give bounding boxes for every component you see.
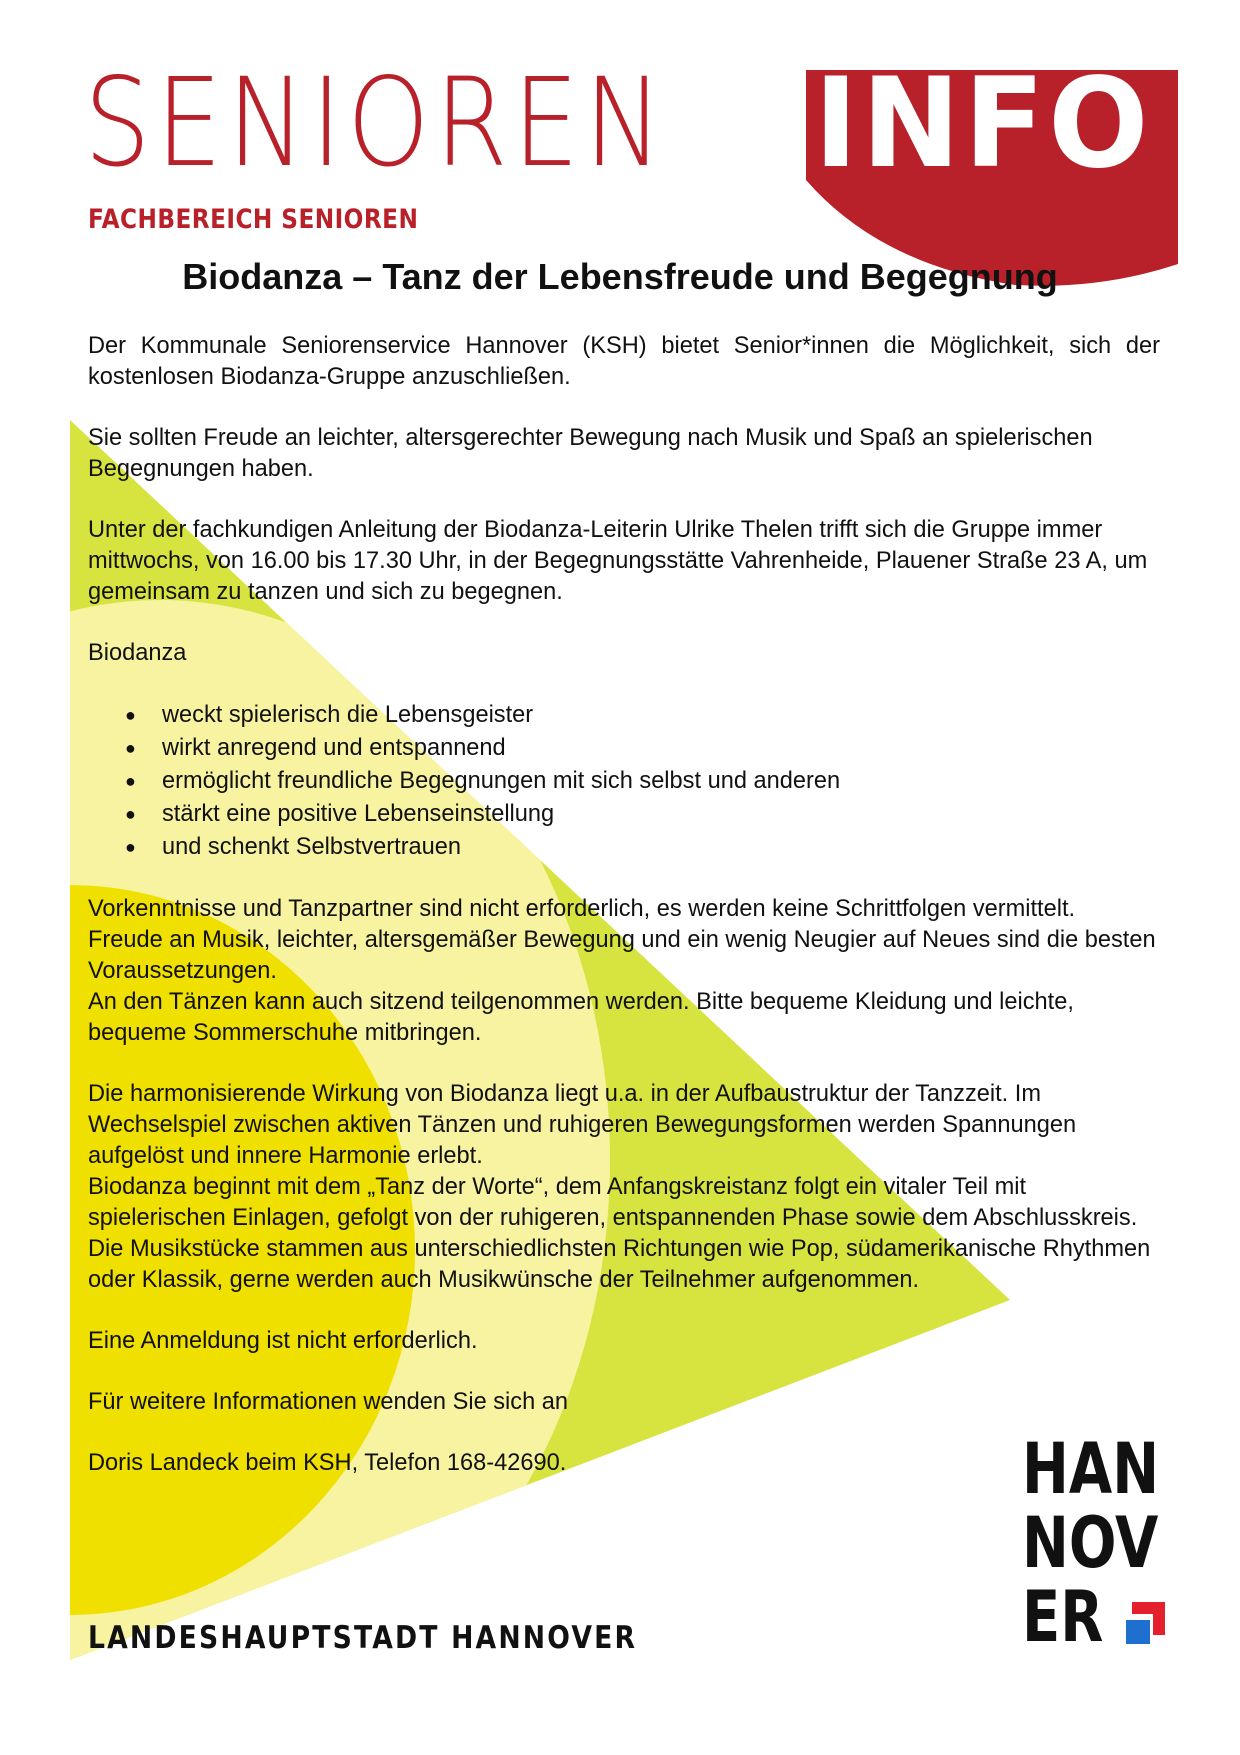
bullet-icon: ● xyxy=(125,771,136,791)
bullet-icon: ● xyxy=(125,837,136,857)
intro-paragraph: Der Kommunale Seniorenservice Hannover (KSH) bietet Senior*innen die Möglichkeit, sich der kostenlosen Biodanza-Gruppe anzuschließen. xyxy=(88,333,1160,390)
bullet-icon: ● xyxy=(125,705,136,725)
paragraph-structure: Die harmonisierende Wirkung von Biodanza liegt u.a. in der Aufbaustruktur der Tanzzeit. Im Wechselspiel zwischen aktiven Tänzen und ruhigeren Bewegungsformen werden Spannungen aufgelöst und innere Harmonie erlebt. Biodanza beginnt mit dem „Tanz der Worte“, dem Anfangskreistanz folgt ein vitaler Teil mit spielerischen Einlagen, gefolgt von der ruhigeren, entspannenden Phase sowie dem Abschlusskreis. Die Musikstücke stammen aus unterschiedlichsten Richtungen wie Pop, südamerikanische Rhythmen oder Klassik, gerne werden auch Musikwünsche der Teilnehmer aufgenommen. xyxy=(88,1081,1151,1293)
list-heading: Biodanza xyxy=(88,640,187,666)
paragraph-prerequisites: Vorkenntnisse und Tanzpartner sind nicht erforderlich, es werden keine Schrittfolgen vermittelt. Freude an Musik, leichter, altersgemäßer Bewegung und ein wenig Neugier auf Neues sind die besten Voraussetzungen. An den Tänzen kann auch sitzend teilgenommen werden. Bitte bequeme Kleidung und leichte, bequeme Sommerschuhe mitbringen. xyxy=(88,896,1156,1046)
brand-info: INFO xyxy=(814,52,1153,196)
list-item: ● stärkt eine positive Lebenseinstellung xyxy=(88,798,1160,831)
footer-organization: LANDESHAUPTSTADT HANNOVER xyxy=(88,1620,638,1656)
article-body xyxy=(88,331,1160,1509)
bullet-icon: ● xyxy=(125,804,136,824)
list-item: ● weckt spielerisch die Lebensgeister xyxy=(88,699,1160,732)
department-subtitle: FACHBEREICH SENIOREN xyxy=(88,204,419,235)
logo-row: HAN xyxy=(1022,1428,1160,1510)
bullet-icon: ● xyxy=(125,738,136,758)
benefits-list xyxy=(88,699,1160,864)
page-title: Biodanza – Tanz der Lebensfreude und Begegnung xyxy=(182,256,1058,297)
list-item: ● und schenkt Selbstvertrauen xyxy=(88,831,1160,864)
logo-row: ER xyxy=(1022,1576,1104,1659)
paragraph-contact: Doris Landeck beim KSH, Telefon 168-42690. xyxy=(88,1450,567,1476)
list-item: ● wirkt anregend und entspannend xyxy=(88,732,1160,765)
list-item: ● ermöglicht freundliche Begegnungen mit sich selbst und anderen xyxy=(88,765,1160,798)
logo-row: NOV xyxy=(1022,1502,1159,1585)
brand-senioren: SENIOREN xyxy=(84,52,668,194)
paragraph-registration: Eine Anmeldung ist nicht erforderlich. xyxy=(88,1328,478,1354)
logo-square-icon xyxy=(1120,1602,1165,1647)
paragraph-contact-intro: Für weitere Informationen wenden Sie sich an xyxy=(88,1389,568,1415)
paragraph-requirements: Sie sollten Freude an leichter, altersgerechter Bewegung nach Musik und Spaß an spielerischen Begegnungen haben. xyxy=(88,425,1093,482)
paragraph-schedule: Unter der fachkundigen Anleitung der Biodanza-Leiterin Ulrike Thelen trifft sich die Gruppe immer mittwochs, von 16.00 bis 17.30 Uhr, in der Begegnungsstätte Vahrenheide, Plauener Straße 23 A, um gemeinsam zu tanzen und sich zu begegnen. xyxy=(88,517,1148,605)
